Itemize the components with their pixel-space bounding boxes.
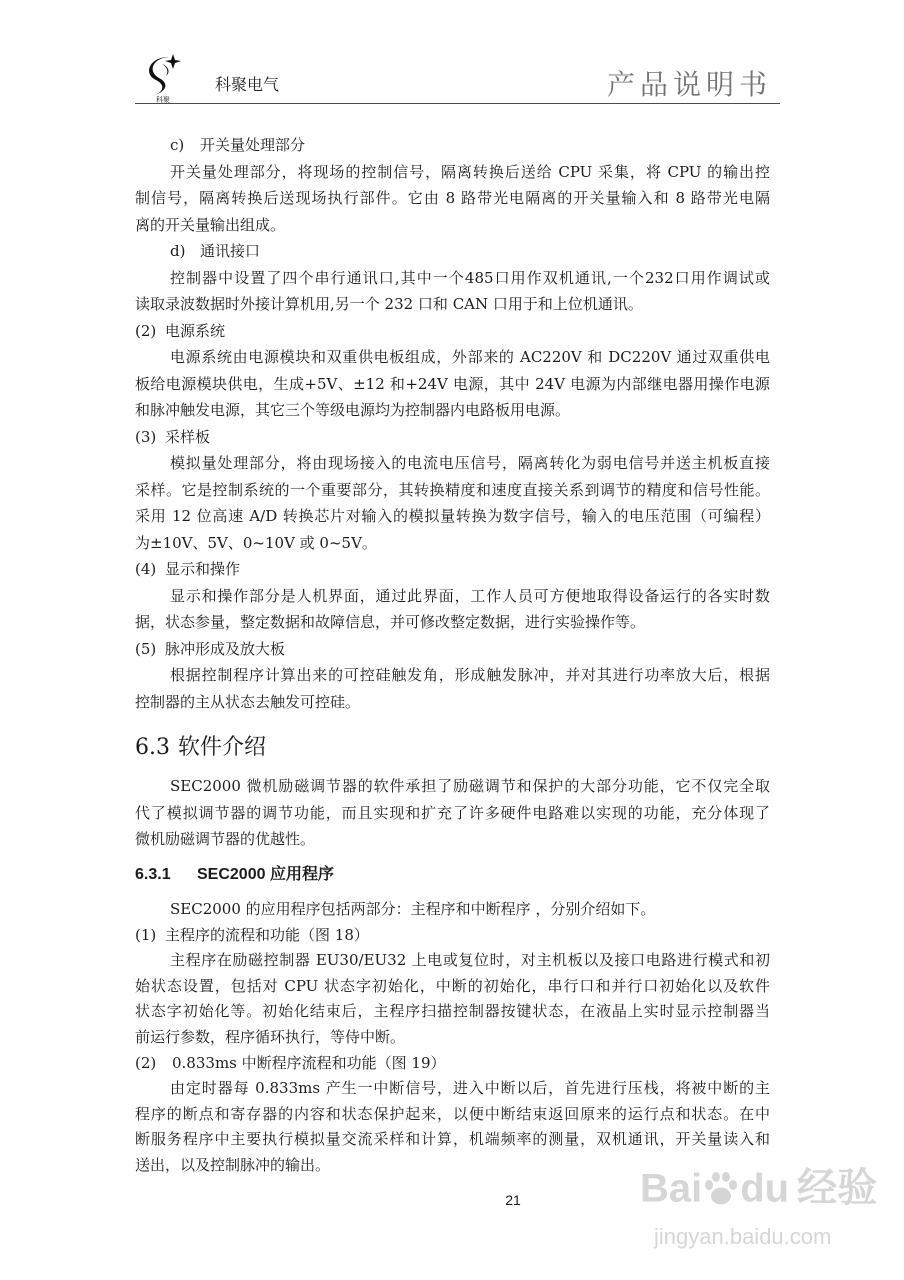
paragraph-line: 控制器的主从状态去触发可控硅。 — [135, 692, 361, 711]
company-name: 科聚电气 — [215, 75, 280, 94]
subsection-heading — [135, 860, 770, 890]
pulse-section — [135, 636, 770, 716]
item-label: (2) — [135, 1053, 157, 1072]
paragraph-line: 由定时器每 0.833ms 产生一中断信号，进入中断以后，首先进行压栈，将被中断的主 — [170, 1079, 770, 1098]
sampling-section — [135, 424, 770, 557]
header-divider — [135, 103, 780, 104]
paragraph-line: 据，状态参量，整定数据和故障信息，并可修改整定数据，进行实验操作等。 — [135, 613, 646, 631]
paragraph-line: 断服务程序中主要执行模拟量交流采样和计算，机端频率的测量，双机通讯，开关量读入和 — [135, 1130, 770, 1149]
paragraph-line: 板给电源模块供电，生成+5V、±12 和+24V 电源，其中 24V 电源为内部继电器用操作电源 — [135, 374, 770, 393]
paragraph-line: 和脉冲触发电源，其它三个等级电源均为控制器内电路板用电源。 — [135, 401, 571, 419]
paragraph-line: 读取录波数据时外接计算机用,另一个 232 口和 CAN 口用于和上位机通讯。 — [135, 295, 643, 313]
paragraph-line: 显示和操作部分是人机界面，通过此界面，工作人员可方便地取得设备运行的各实时数 — [170, 586, 770, 605]
item-title: 0.833ms 中断程序流程和功能（图 19） — [172, 1053, 446, 1072]
paragraph-line: 采样。它是控制系统的一个重要部分，其转换精度和速度直接关系到调节的精度和信号性能。 — [135, 480, 770, 499]
application-body — [135, 897, 770, 1179]
paragraph-line: 模拟量处理部分，将由现场接入的电流电压信号，隔离转化为弱电信号并送主机板直接 — [170, 454, 770, 472]
paragraph-line: 离的开关量输出组成。 — [135, 215, 286, 234]
watermark-product: 经验 — [797, 1166, 878, 1211]
subheading — [135, 132, 770, 159]
logo-caption: 科聚 — [156, 96, 170, 104]
paragraph-line: 微机励磁调节器的优越性。 — [135, 830, 316, 848]
paragraph-line: 前运行参数，程序循环执行，等侍中断。 — [135, 1027, 406, 1046]
switch-section — [135, 132, 770, 238]
paragraph-line: SEC2000 的应用程序包括两部分：主程序和中断程序 ，分别介绍如下。 — [170, 900, 656, 918]
page-body — [135, 132, 770, 1179]
paragraph-line: 为±10V、5V、0~10V 或 0~5V。 — [135, 533, 377, 552]
paw-icon — [702, 1168, 740, 1208]
paragraph-line: 开关量处理部分，将现场的控制信号，隔离转换后送给 CPU 采集，将 CPU 的输出控 — [170, 162, 770, 181]
section-number: 6.3 — [135, 735, 170, 760]
watermark-brand — [640, 1160, 892, 1212]
subheading — [135, 424, 770, 451]
paragraph-line: 代了模拟调节器的调节功能，而且实现和扩充了许多硬件电路难以实现的功能，充分体现了 — [135, 803, 770, 822]
subheading — [135, 556, 770, 583]
subheading — [135, 238, 770, 265]
software-intro — [135, 773, 770, 853]
watermark-url: jingyan.baidu.com — [654, 1224, 832, 1249]
item-label: (4) — [135, 560, 157, 578]
item-title: 通讯接口 — [200, 242, 261, 260]
company-logo — [138, 50, 188, 104]
item-label: (5) — [135, 639, 157, 658]
item-label: c) — [170, 136, 185, 154]
paragraph-line: 送出，以及控制脉冲的输出。 — [135, 1155, 331, 1174]
paragraph-line: 程序的断点和寄存器的内容和状态保护起来，以便中断结束返回原来的运行点和状态。在中 — [135, 1104, 770, 1123]
item-label: (1) — [135, 925, 157, 944]
paragraph-line: 电源系统由电源模块和双重供电板组成，外部来的 AC220V 和 DC220V 通过双重供电 — [170, 348, 770, 366]
subheading — [135, 1051, 770, 1077]
subsection-title: SEC2000 应用程序 — [197, 866, 334, 883]
paragraph-line: 控制器中设置了四个串行通讯口,其中一个485口用作双机通讯,一个232口用作调试或 — [170, 268, 770, 287]
paragraph-line: 采用 12 位高速 A/D 转换芯片对输入的模拟量转换为数字信号，输入的电压范围（可编程） — [135, 507, 770, 525]
power-section — [135, 318, 770, 424]
subheading — [135, 318, 770, 345]
document-title: 产品说明书 — [607, 68, 773, 101]
baidu-jingyan-watermark — [640, 1160, 892, 1250]
item-title: 电源系统 — [165, 321, 226, 340]
item-title: 显示和操作 — [165, 560, 241, 578]
item-label: (2) — [135, 321, 157, 340]
paragraph-line: SEC2000 微机励磁调节器的软件承担了励磁调节和保护的大部分功能，它不仅完全取 — [170, 777, 770, 795]
item-label: (3) — [135, 427, 157, 446]
item-title: 主程序的流程和功能（图 18） — [165, 925, 369, 944]
item-label: d) — [170, 242, 186, 260]
paragraph-line: 制信号，隔离转换后送现场执行部件。它由 8 路带光电隔离的开关量输入和 8 路带光电隔 — [135, 189, 770, 207]
subheading — [135, 636, 770, 663]
page-number: 21 — [505, 1192, 521, 1208]
subheading — [135, 923, 770, 949]
paragraph-line: 始状态设置，包括对 CPU 状态字初始化，中断的初始化，串行口和并行口初始化以及软件 — [135, 976, 770, 995]
section-heading — [135, 728, 770, 768]
subsection-number: 6.3.1 — [135, 866, 171, 883]
item-title: 开关量处理部分 — [200, 136, 306, 154]
item-title: 脉冲形成及放大板 — [165, 639, 286, 658]
paragraph-line: 主程序在励磁控制器 EU30/EU32 上电或复位时，对主机板以及接口电路进行模式和初 — [170, 951, 770, 970]
display-section — [135, 556, 770, 636]
watermark-brand-left: Bai — [640, 1166, 703, 1211]
paragraph-line: 状态字初始化等。初始化结束后，主程序扫描控制器按键状态，在液晶上实时显示控制器当 — [135, 1002, 770, 1021]
watermark-brand-right: du — [740, 1166, 790, 1211]
section-title: 软件介绍 — [178, 735, 267, 760]
item-title: 采样板 — [165, 427, 211, 446]
paragraph-line: 根据控制程序计算出来的可控硅触发角，形成触发脉冲，并对其进行功率放大后，根据 — [170, 666, 770, 684]
comm-section — [135, 238, 770, 318]
